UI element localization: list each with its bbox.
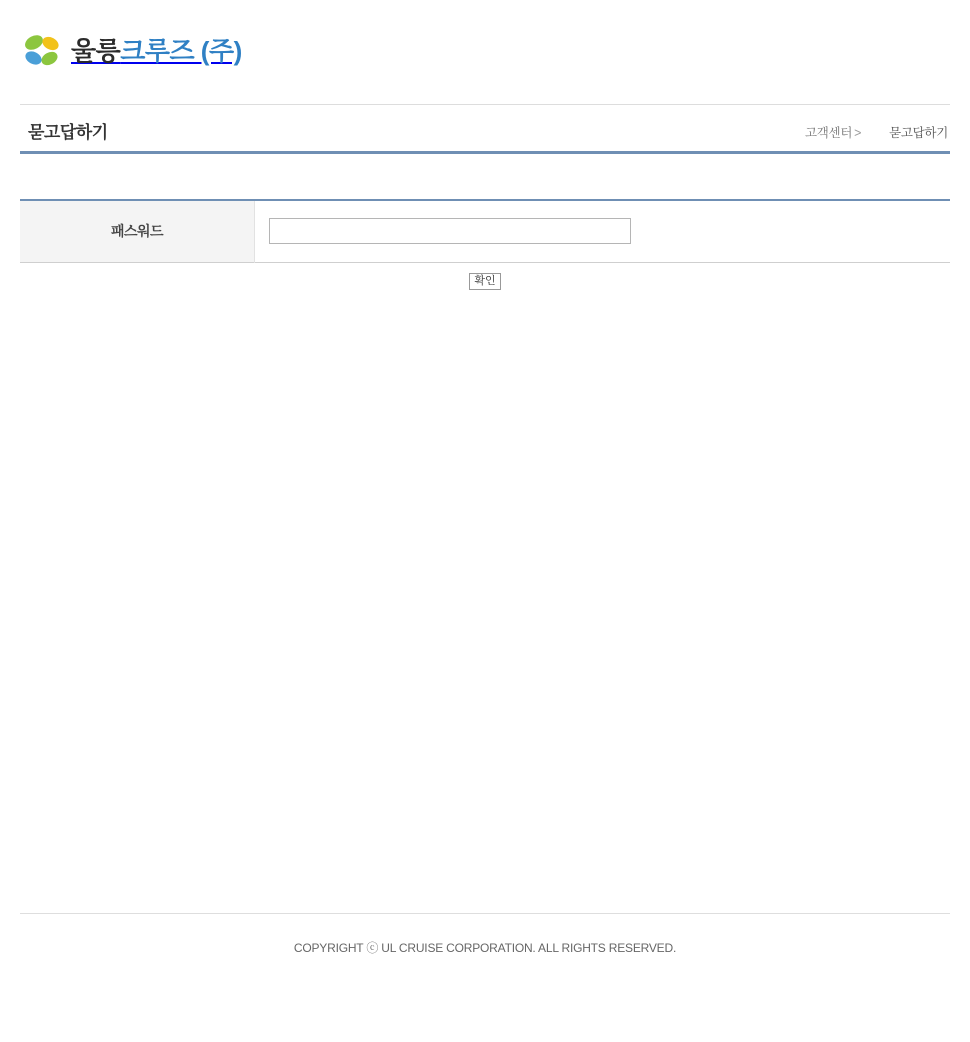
breadcrumb <box>805 123 948 141</box>
pinwheel-flower-logo-icon <box>22 31 62 71</box>
site-logo-text <box>71 38 242 64</box>
site-header <box>0 0 970 104</box>
logo-text-blue: 크루즈 (주) <box>120 36 242 66</box>
page-title: 묻고답하기 <box>28 123 108 142</box>
breadcrumb-parent[interactable]: 고객센터 <box>805 126 853 140</box>
password-label: 패스워드 <box>20 200 255 262</box>
password-form <box>20 199 950 263</box>
logo-text-dark: 울릉 <box>71 36 121 66</box>
password-input[interactable] <box>269 218 631 244</box>
footer-divider <box>20 913 950 914</box>
form-actions <box>20 273 950 291</box>
copyright-text: COPYRIGHT ⓒ UL CRUISE CORPORATION. ALL RIGHTS RESERVED. <box>293 941 677 955</box>
password-form-table <box>20 199 950 263</box>
breadcrumb-separator: > <box>854 126 862 140</box>
table-row <box>20 200 950 262</box>
password-field-cell <box>255 200 951 262</box>
submit-button[interactable]: 확인 <box>469 273 500 290</box>
breadcrumb-current: 묻고답하기 <box>889 126 948 140</box>
site-footer <box>0 913 970 956</box>
site-logo-link[interactable] <box>22 26 242 76</box>
page-title-bar <box>20 104 950 154</box>
